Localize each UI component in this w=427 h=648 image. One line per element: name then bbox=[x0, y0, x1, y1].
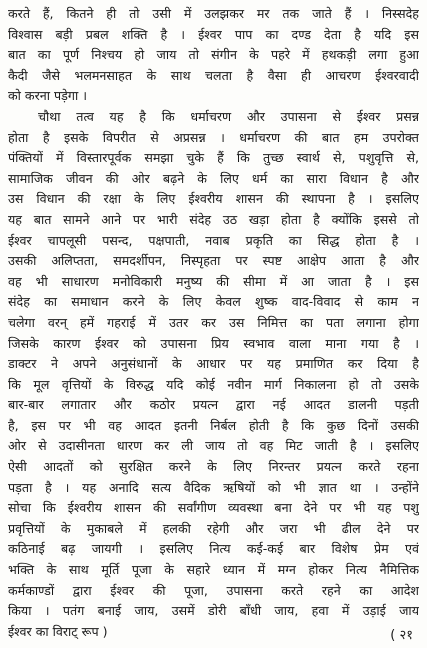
text-line: ऐसी आदतों को सुरक्षित करने के लिए निरन्तर प्रयत्न करते रहना bbox=[8, 459, 419, 475]
text-line: कठिनाई बढ़ जायगी । इसलिए नित्य कई-कई बार विशेष प्रेम एवं bbox=[8, 541, 419, 557]
text-line: सामाजिक जीवन की ओर बढ़ने के लिए धर्म का सारा विधान है और bbox=[8, 170, 419, 186]
text-line: सोचा कि ईश्वरीय शासन की सर्वांगीण व्यवस्था बना देने पर भी यह पशु bbox=[8, 500, 419, 516]
text-line: भक्ति के साथ मूर्ति पूजा के सहारे ध्यान में मग्न होकर नित्य नैमित्तिक bbox=[8, 562, 419, 578]
text-line: बात का पूर्ण निश्चय हो जाय तो संगीन के पहरे में हथकड़ी लगा हुआ bbox=[8, 47, 419, 63]
text-line: ओर से उदासीनता धारण कर ली जाय तो वह मिट जाती है । इसलिए bbox=[8, 438, 419, 454]
paragraph-start-line: चौथा तत्व यह है कि धर्माचरण और उपासना से ईश्वर प्रसन्न bbox=[38, 108, 419, 124]
text-line: पंक्तियों में विस्तारपूर्वक समझा चुके हैं कि तुच्छ स्वार्थ से, पशुवृत्ति से, bbox=[8, 150, 419, 166]
text-line: कर्मकाण्डों द्वारा ईश्वर की पूजा, उपासना करते रहने का आदेश bbox=[8, 582, 419, 598]
text-line: वह भी साधारण मनोविकारी मनुष्य की सीमा में आ जाता है । इस bbox=[8, 273, 419, 289]
text-line: पड़ता है । यह अनादि सत्य वैदिक ऋषियों को भी ज्ञात था । उन्होंने bbox=[8, 479, 419, 495]
text-line: ईश्वर चापलूसी पसन्द, पक्षपाती, नवाब प्रकृति का सिद्ध होता है । bbox=[8, 232, 419, 248]
text-line: करते हैं, कितने ही तो उसी में उलझकर मर तक जाते हैं । निस्सदेह bbox=[8, 6, 419, 21]
text-line: संदेह का समाधान करने के लिए केवल शुष्क वाद-विवाद से काम न bbox=[8, 294, 419, 310]
text-line: उस विधान की रक्षा के लिए ईश्वरीय शासन की स्थापना है । इसलिए bbox=[8, 191, 419, 207]
text-line: कि मूल वृत्तियों के विरुद्ध यदि कोई नवीन मार्ग निकालना हो तो उसके bbox=[8, 376, 419, 392]
running-footer: ईश्वर का विराट् रूप ) bbox=[8, 623, 108, 639]
page-number: ( २१ bbox=[390, 628, 413, 643]
text-line: विश्वास बड़ी प्रबल शक्ति है । ईश्वर पाप का दण्ड देता है यदि इस bbox=[8, 26, 419, 42]
text-line: डाक्टर ने अपने अनुसंधानों के आधार पर यह प्रमाणित कर दिया है bbox=[8, 356, 419, 372]
text-line: कैदी जैसे भलमनसाहत के साथ चलता है वैसा ही आचरण ईश्वरवादी bbox=[8, 67, 419, 83]
text-line: बार-बार लगातार और कठोर प्रयत्न द्वारा नई आदत डालनी पड़ती bbox=[8, 397, 419, 413]
text-line: होता है इसके विपरीत से अप्रसन्न । धर्माचरण की बात हम उपरोक्त bbox=[8, 129, 419, 145]
text-line: को करना पड़ेगा । bbox=[8, 88, 88, 104]
text-line: जिसके कारण ईश्वर को उपासना प्रिय स्वभाव वाला माना गया है । bbox=[8, 335, 419, 351]
text-line: किया । पतंग बनाई जाय, उसमें डोरी बाँधी जाय, हवा में उड़ाई जाय bbox=[8, 603, 419, 619]
text-line: उसकी अलिप्तता, समदर्शीपन, निस्पृहता पर स्पष्ट आक्षेप आता है और bbox=[8, 253, 419, 269]
text-line: है, इस पर भी वह आदत इतनी निर्बल होती है कि कुछ दिनों उसकी bbox=[8, 417, 419, 433]
text-line: यह बात सामने आने पर भारी संदेह उठ खड़ा होता है क्योंकि इससे तो bbox=[8, 211, 419, 227]
text-line: चलेगा वरन् हमें गहराई में उतर कर उस निमित्त का पता लगाना होगा bbox=[8, 314, 419, 330]
text-line: प्रवृत्तियों के मुकाबले में हलकी रहेगी और जरा भी ढील देने पर bbox=[8, 520, 419, 536]
